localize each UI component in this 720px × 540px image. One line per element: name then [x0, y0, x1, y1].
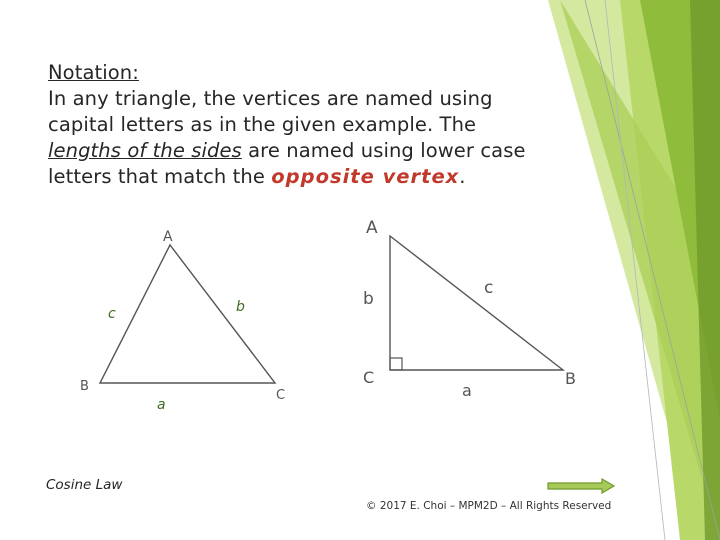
- topic-label: Cosine Law: [46, 477, 123, 493]
- left-side-a: a: [157, 397, 166, 413]
- left-side-c: c: [108, 306, 116, 322]
- right-vertex-a: A: [366, 218, 378, 238]
- right-side-b: b: [363, 289, 374, 309]
- opposite-vertex-emphasis: opposite vertex: [271, 165, 460, 188]
- left-side-b: b: [236, 299, 245, 315]
- notation-line: In any triangle, the vertices are named using: [48, 87, 493, 110]
- copyright-text: © 2017 E. Choi – MPM2D – All Rights Reserved: [366, 500, 612, 512]
- left-vertex-a: A: [163, 229, 173, 245]
- right-triangle: [390, 236, 563, 370]
- notation-line: are named using lower case: [241, 139, 526, 162]
- left-vertex-c: C: [276, 388, 286, 403]
- right-side-a: a: [462, 381, 472, 400]
- notation-line: letters that match the: [48, 165, 272, 188]
- notation-line: capital letters as in the given example. The: [48, 113, 477, 136]
- notation-line: .: [459, 165, 466, 188]
- right-arrow-icon[interactable]: [546, 478, 616, 494]
- notation-heading: Notation:: [48, 61, 139, 84]
- right-arrow-shape: [548, 479, 614, 493]
- left-vertex-b: B: [80, 379, 89, 394]
- right-angle-marker: [390, 358, 402, 370]
- right-vertex-c: C: [363, 368, 375, 387]
- right-vertex-b: B: [565, 369, 576, 388]
- lengths-of-sides-emphasis: lengths of the sides: [48, 139, 242, 162]
- right-side-c: c: [484, 278, 494, 298]
